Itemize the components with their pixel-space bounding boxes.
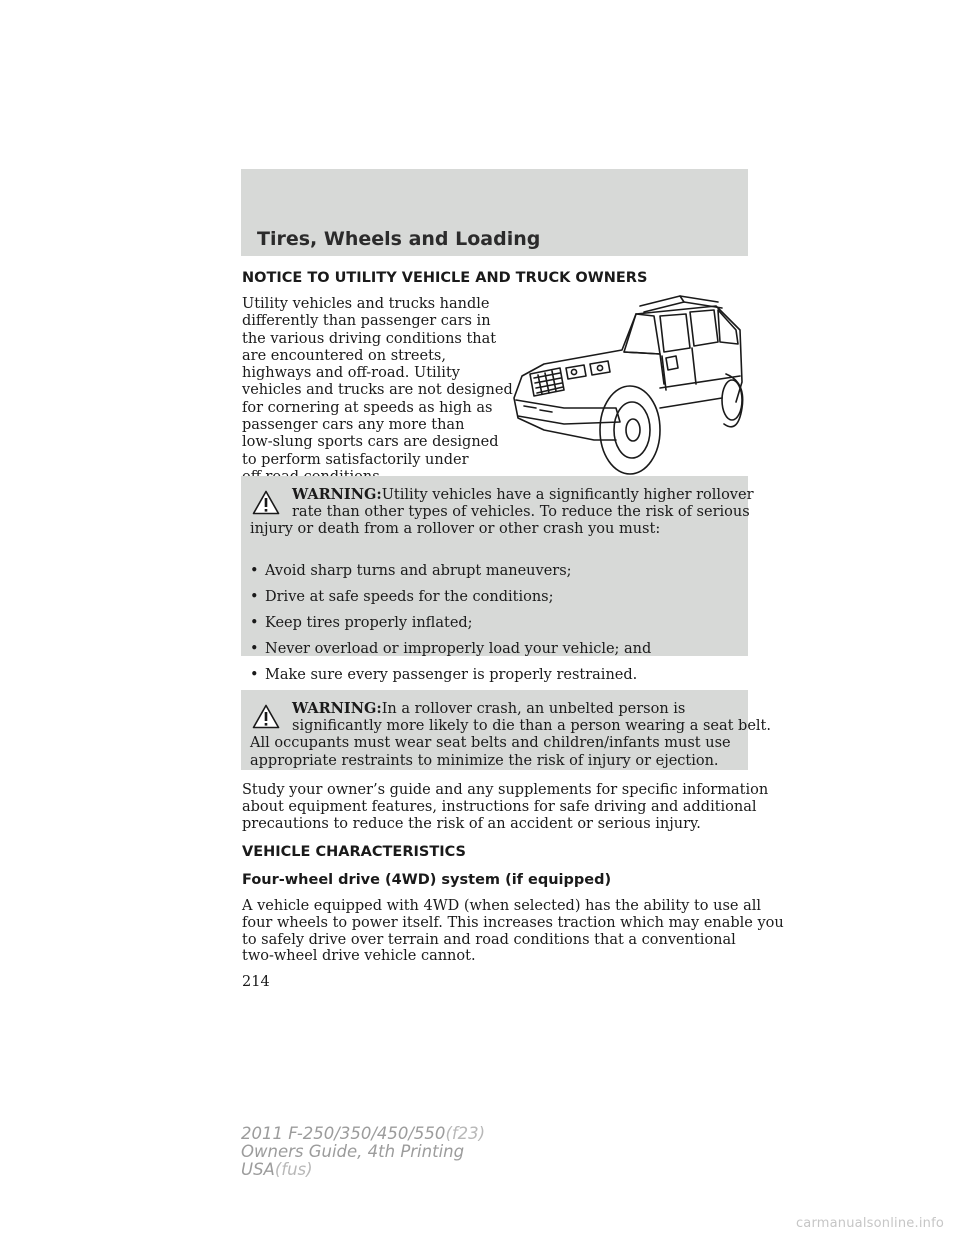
page-number: 214 bbox=[242, 974, 270, 990]
4wd-subheading: Four-wheel drive (4WD) system (if equipped) bbox=[242, 872, 612, 888]
vehicle-characteristics-heading: VEHICLE CHARACTERISTICS bbox=[242, 844, 466, 860]
study-paragraph: Study your owner’s guide and any supplements for specific information about equipment features, instructions for safe driving and additional precautions to reduce the risk of an accident or serious injury. bbox=[242, 782, 769, 832]
rollover-warning-box bbox=[241, 476, 754, 683]
section-title: Tires, Wheels and Loading bbox=[257, 228, 541, 250]
watermark: carmanualsonline.info bbox=[795, 1216, 944, 1231]
warning-bullet-list bbox=[250, 563, 740, 693]
header-band bbox=[241, 169, 748, 256]
seatbelt-warning-box bbox=[241, 690, 771, 770]
4wd-paragraph: A vehicle equipped with 4WD (when selected) has the ability to use all four wheels to power itself. This increases traction which may enable you to safely drive over terrain and road conditions that a conventional two-wheel drive vehicle cannot. bbox=[242, 898, 784, 965]
document-footer: 2011 F-250/350/450/550(f23) Owners Guide, 4th Printing USA(fus) bbox=[241, 1124, 486, 1179]
warning-text: WARNING:In a rollover crash, an unbelted person is significantly more likely to die than a person wearing a seat belt. All occupants must wear seat belts and children/infants must use appropriate restraints to minimize the risk of injury or ejection. bbox=[250, 700, 771, 769]
notice-heading: NOTICE TO UTILITY VEHICLE AND TRUCK OWNERS bbox=[242, 270, 648, 286]
list-item: • Never overload or improperly load your vehicle; and bbox=[250, 641, 652, 657]
list-item: • Keep tires properly inflated; bbox=[250, 615, 473, 631]
warning-text: WARNING:Utility vehicles have a significantly higher rollover rate than other types of vehicles. To reduce the risk of serious injury or death from a rollover or other crash you must: bbox=[250, 486, 754, 537]
list-item: • Drive at safe speeds for the conditions; bbox=[250, 589, 554, 605]
list-item: • Avoid sharp turns and abrupt maneuvers; bbox=[250, 563, 572, 579]
utility-vehicle-illustration bbox=[504, 290, 756, 484]
list-item: • Make sure every passenger is properly restrained. bbox=[250, 667, 638, 683]
notice-paragraph: Utility vehicles and trucks handle differently than passenger cars in the various driving conditions that are encountered on streets, highways and off-road. Utility vehicles and trucks are not designed for cornering at speeds as high as passenger cars any more than low-slung sports cars are designed to perform satisfactorily under bbox=[242, 296, 513, 468]
warning-label: WARNING: bbox=[292, 700, 382, 717]
warning-label: WARNING: bbox=[292, 486, 382, 503]
